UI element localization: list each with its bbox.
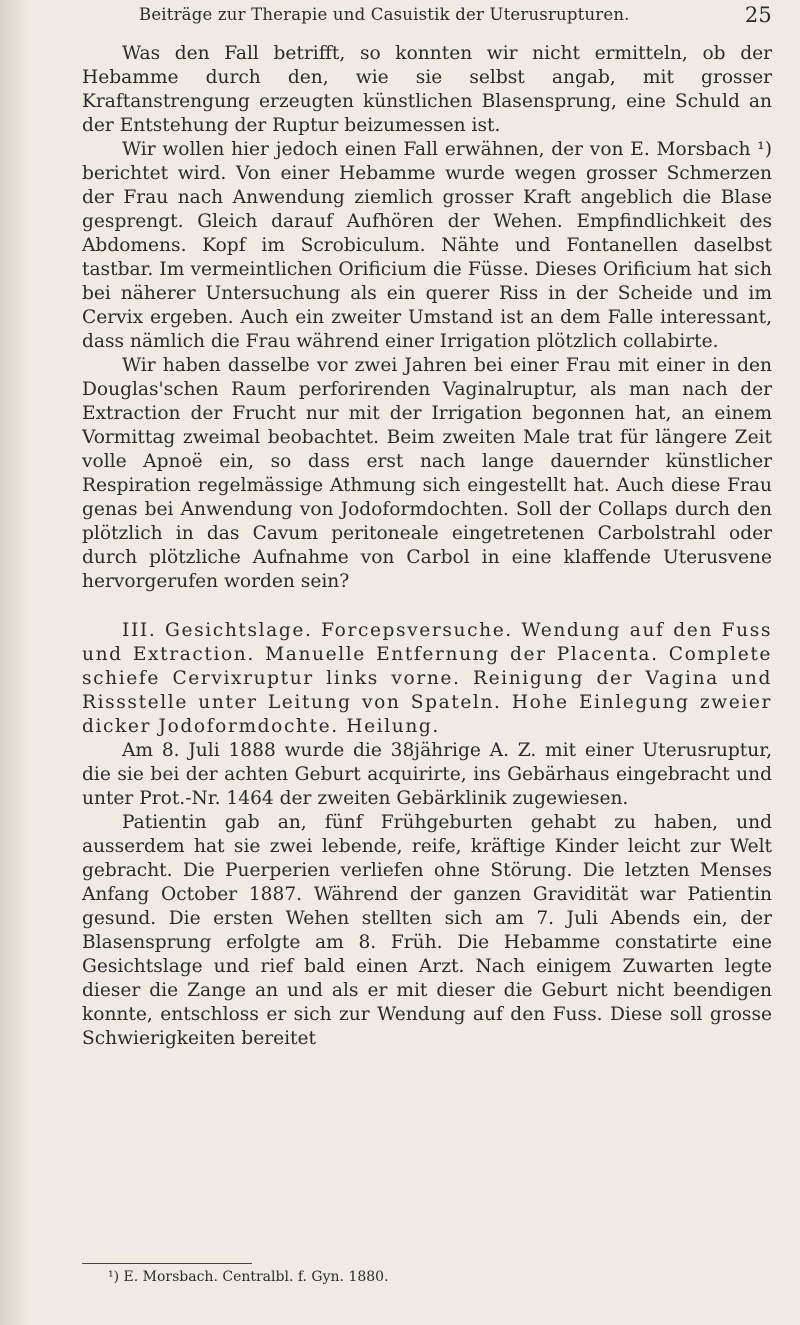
paragraph: Was den Fall betrifft, so konnten wir nicht ermitteln, ob der Hebamme durch den, wie sie selbst angab, mit grosser Kraftanstrengung erzeugten künstlichen Blasensprung, eine Schuld an der Entstehung der Ruptur beizumessen ist. bbox=[82, 43, 772, 136]
page-number: 25 bbox=[744, 3, 772, 27]
running-header bbox=[82, 5, 772, 35]
page-gutter-shadow bbox=[0, 0, 30, 1325]
case-heading: III. Gesichtslage. Forcepsversuche. Wendung auf den Fuss und Extraction. Manuelle Entfernung der Placenta. Complete schiefe Cervixruptur links vorne. Reinigung der Vagina und Rissstelle unter Leitung von Spateln. Hohe Einlegung zweier dicker Jodoformdochte. Heilung. bbox=[82, 620, 772, 737]
paragraph: Patientin gab an, fünf Frühgeburten gehabt zu haben, und ausserdem hat sie zwei lebende, reife, kräftige Kinder leicht zur Welt gebracht. Die Puerperien verliefen ohne Störung. Die letzten Menses Anfang October 1887. Während der ganzen Gravidität war Patientin gesund. Die ersten Wehen stellten sich am 7. Juli Abends ein, der Blasensprung erfolgte am 8. Früh. Die Hebamme constatirte eine Gesichtslage und rief bald einen Arzt. Nach einigem Zuwarten legte dieser die Zange an und als er mit dieser die Geburt nicht beendigen konnte, entschloss er sich zur Wendung auf den Fuss. Diese soll grosse Schwierigkeiten bereitet bbox=[82, 812, 772, 1049]
footnote-rule bbox=[82, 1263, 252, 1264]
body-text bbox=[82, 42, 772, 1051]
paragraph: Wir haben dasselbe vor zwei Jahren bei einer Frau mit einer in den Douglas'schen Raum perforirenden Vaginalruptur, als man nach der Extraction der Frucht nur mit der Irrigation begonnen hat, an einem Vormittag zweimal beobachtet. Beim zweiten Male trat für längere Zeit volle Apnoë ein, so dass erst nach lange dauernder künstlicher Respiration regelmässige Athmung sich eingestellt hat. Auch diese Frau genas bei Anwendung von Jodoformdochten. Soll der Collaps durch den plötzlich in das Cavum peritoneale eingetretenen Carbolstrahl oder durch plötzliche Aufnahme von Carbol in eine klaffende Uterusvene hervorgerufen worden sein? bbox=[82, 355, 772, 592]
footnote: ¹) E. Morsbach. Centralbl. f. Gyn. 1880. bbox=[108, 1269, 389, 1285]
paragraph: Wir wollen hier jedoch einen Fall erwähnen, der von E. Morsbach ¹) berichtet wird. Von einer Hebamme wurde wegen grosser Schmerzen der Frau nach Anwendung ziemlich grosser Kraft angeblich die Blase gesprengt. Gleich darauf Aufhören der Wehen. Empfindlichkeit des Abdomens. Kopf im Scrobiculum. Nähte und Fontanellen daselbst tastbar. Im vermeintlichen Orificium die Füsse. Dieses Orificium hat sich bei näherer Untersuchung als ein querer Riss in der Scheide und im Cervix ergeben. Auch ein zweiter Umstand ist an dem Falle interessant, dass nämlich die Frau während einer Irrigation plötzlich collabirte. bbox=[82, 139, 772, 352]
paragraph: Am 8. Juli 1888 wurde die 38jährige A. Z. mit einer Uterusruptur, die sie bei der achten Geburt acquirirte, ins Gebärhaus eingebracht und unter Prot.-Nr. 1464 der zweiten Gebärklinik zugewiesen. bbox=[82, 740, 772, 809]
running-title: Beiträge zur Therapie und Casuistik der Uterusrupturen. bbox=[139, 5, 630, 24]
